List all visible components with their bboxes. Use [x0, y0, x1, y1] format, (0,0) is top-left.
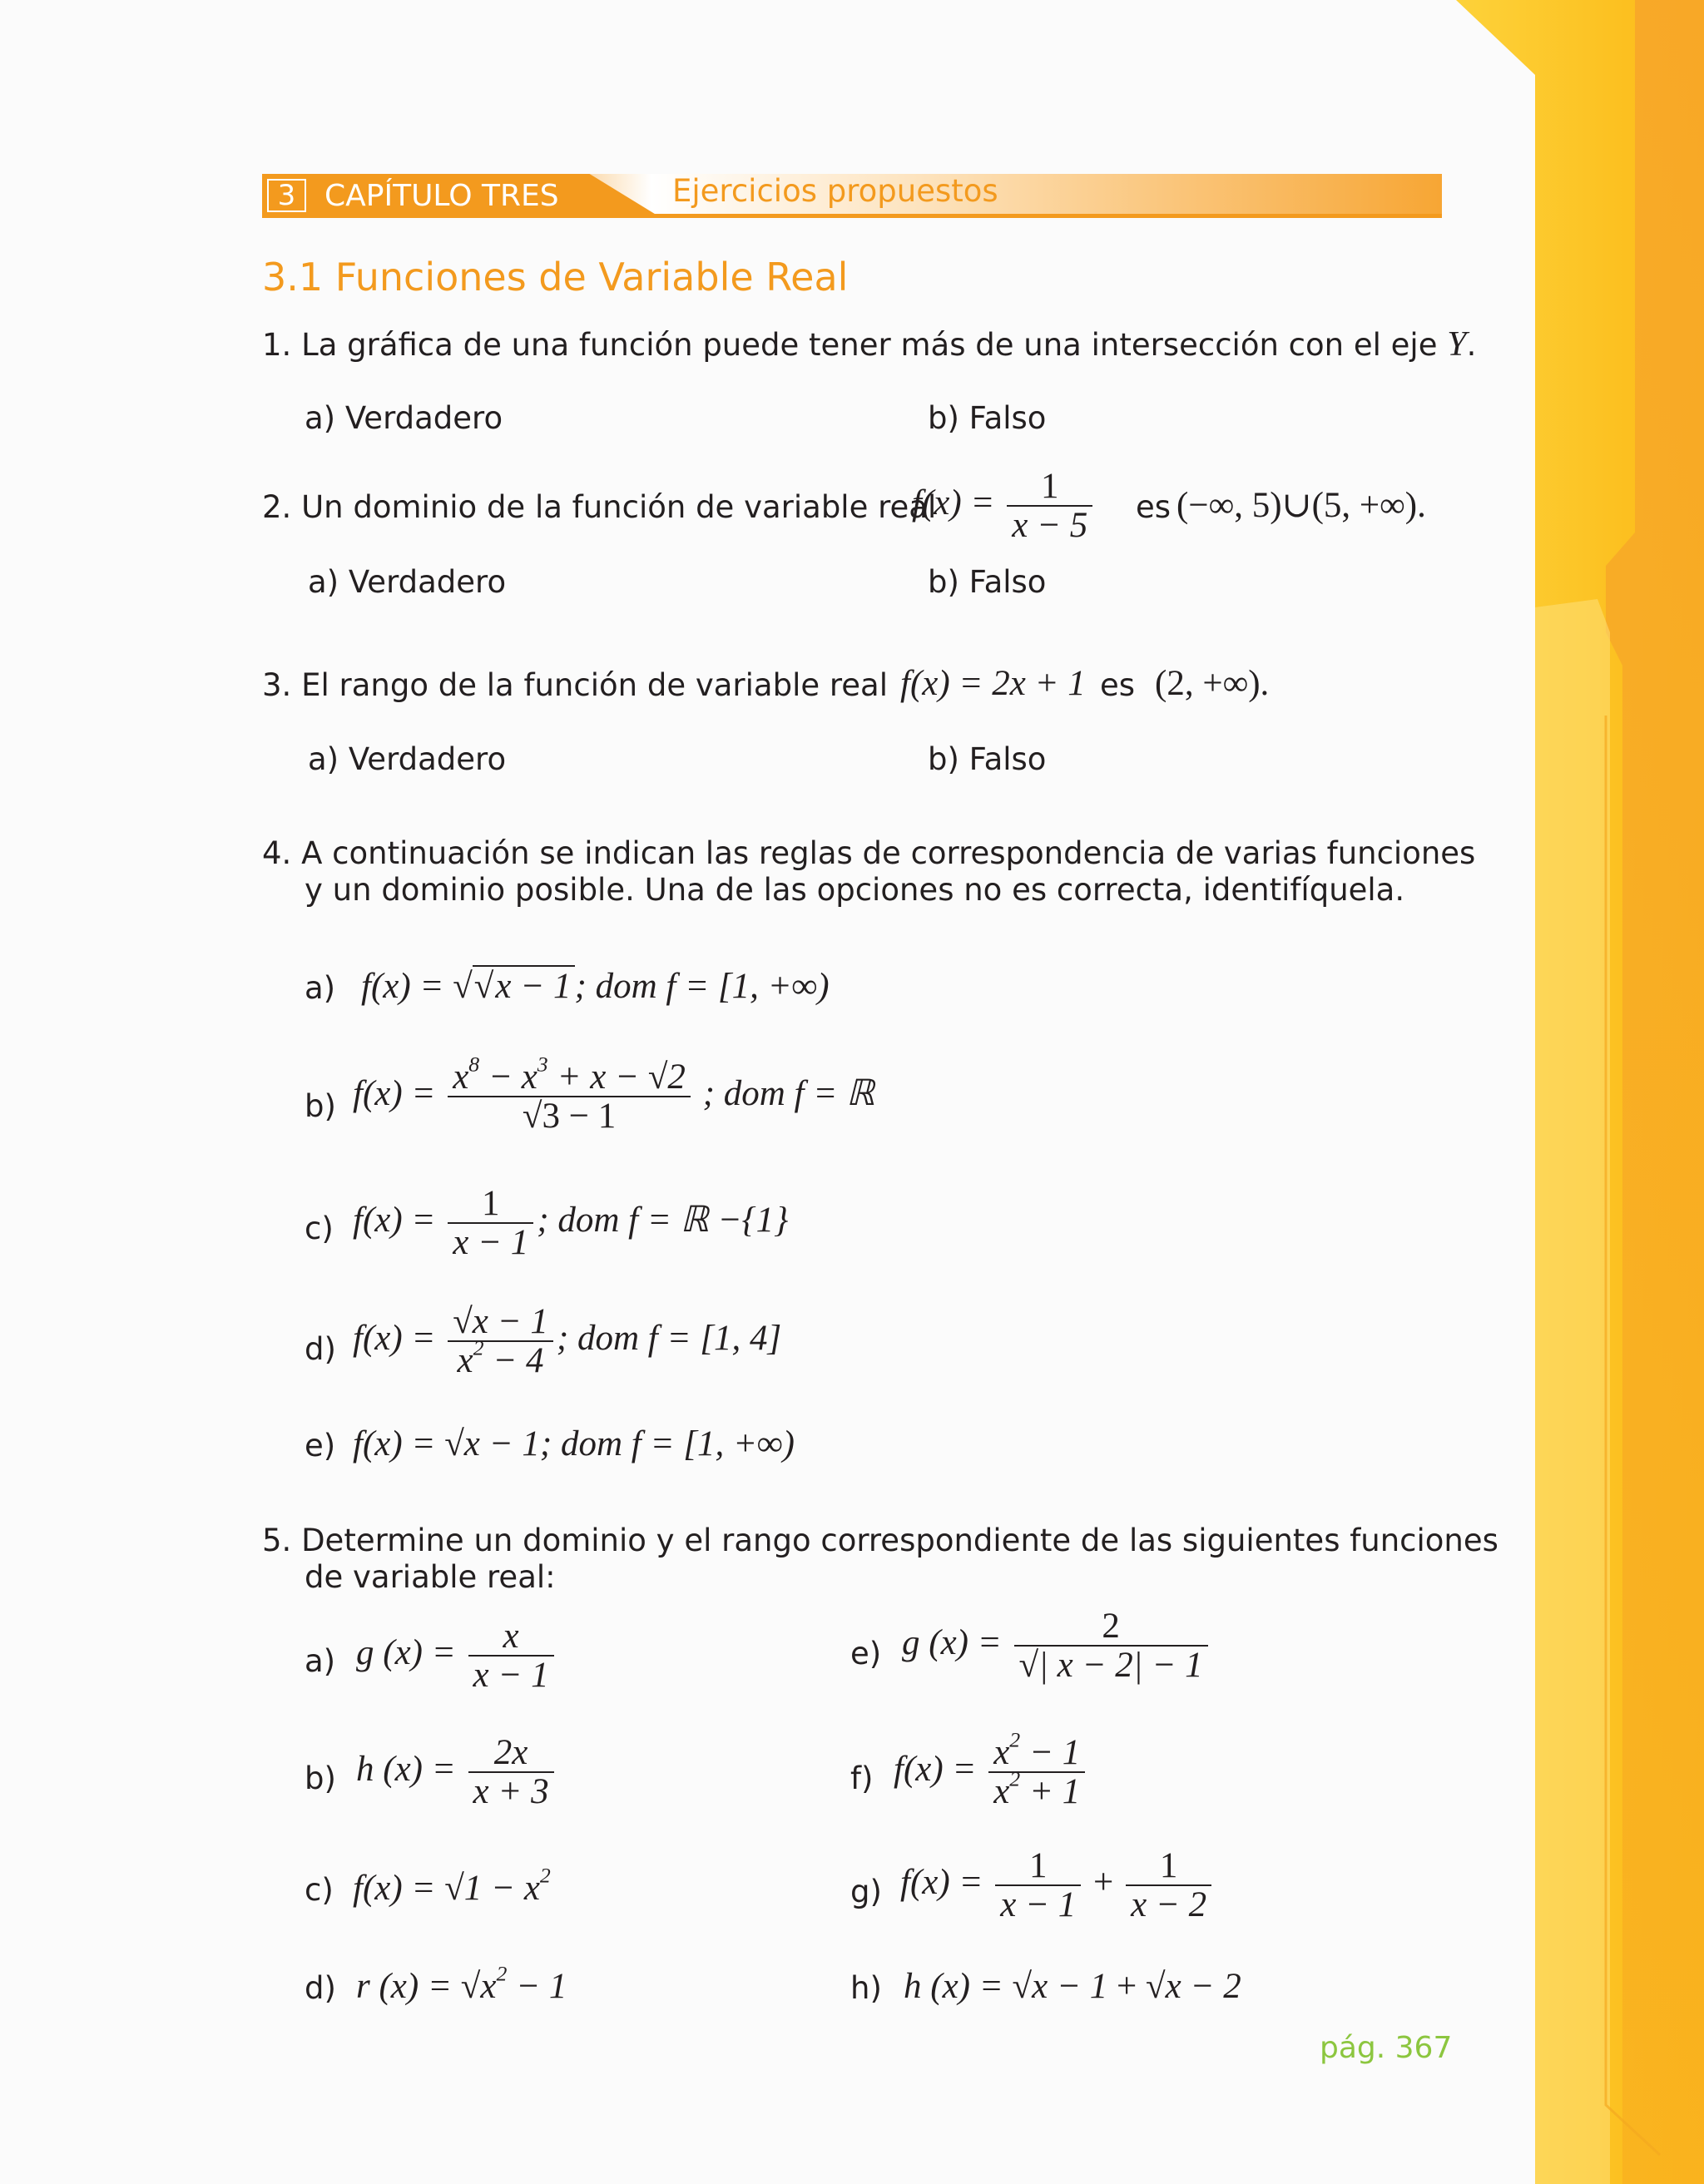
question-5e-formula	[902, 1607, 1211, 1684]
question-5g-numerator-1: 1	[1028, 1846, 1048, 1885]
question-1-option-b[interactable]: b) Falso	[928, 400, 1047, 436]
question-5f-fraction	[988, 1727, 1085, 1812]
question-5g-denominator-2: x − 2	[1126, 1884, 1211, 1924]
question-5g-formula	[900, 1847, 1215, 1924]
question-3-text: El rango de la función de variable real	[301, 667, 888, 703]
den-post: − 4	[483, 1341, 544, 1381]
question-5h-label: h)	[850, 1970, 882, 2006]
question-4b-label: b)	[305, 1088, 336, 1124]
question-4d-formula	[353, 1303, 781, 1379]
question-4d-label: d)	[305, 1331, 336, 1367]
den-post: + 1	[1020, 1772, 1081, 1812]
question-1-end: .	[1466, 327, 1477, 363]
question-5c-label: c)	[305, 1872, 334, 1908]
question-5d-lhs: r (x) =	[356, 1967, 452, 2006]
question-5-line-2: de variable real:	[305, 1559, 556, 1595]
rad-pre: 1 − x	[463, 1869, 540, 1908]
num-radicand: x − 1	[472, 1302, 548, 1341]
question-4b-numerator	[448, 1052, 691, 1097]
question-2-formula	[912, 468, 1096, 544]
question-2-denominator: x − 5	[1007, 505, 1092, 544]
question-5g-numerator-2: 1	[1159, 1846, 1178, 1885]
question-4d-denominator	[448, 1335, 553, 1381]
question-4c-formula	[353, 1185, 788, 1261]
question-2-option-a[interactable]: a) Verdadero	[308, 564, 507, 600]
question-2-option-b[interactable]: b) Falso	[928, 564, 1047, 600]
question-5g-label: g)	[850, 1874, 882, 1909]
question-5-line-1: 5. Determine un dominio y el rango correspondiente de las siguientes funciones	[262, 1523, 1498, 1558]
question-5e-denominator: √| x − 2| − 1	[1014, 1645, 1208, 1684]
question-3-interval: (2, +∞).	[1155, 664, 1270, 703]
question-2-fraction	[1007, 468, 1092, 544]
question-4c-lhs: f(x) =	[353, 1201, 436, 1241]
question-2-text-block	[262, 489, 936, 526]
num-base: x	[993, 1733, 1010, 1772]
question-2-interval: (−∞, 5)∪(5, +∞).	[1176, 486, 1426, 525]
question-4a-domain: ; dom f = [1, +∞)	[574, 967, 830, 1006]
question-4e-formula: f(x) = √x − 1; dom f = [1, +∞)	[353, 1424, 795, 1463]
question-5h-radicand-1: x − 1	[1032, 1967, 1108, 2006]
question-5c-radicand	[463, 1863, 551, 1908]
question-4a-radicand: x − 1	[495, 967, 572, 1006]
question-2-text: Un dominio de la función de variable real	[301, 489, 937, 525]
question-5a-numerator: x	[503, 1617, 519, 1656]
question-2-numerator: 1	[1040, 467, 1059, 506]
rad-post: − 1	[507, 1967, 567, 2006]
chapter-title: CAPÍTULO TRES	[324, 179, 559, 213]
question-4b-fraction	[448, 1052, 691, 1137]
question-2-es: es	[1136, 489, 1172, 525]
sqrt-outer-content	[473, 965, 575, 1006]
question-4b-denominator: √3 − 1	[448, 1096, 691, 1135]
den-exp: 2	[1009, 1766, 1021, 1791]
question-1-text: La gráfica de una función puede tener más de una intersección con el eje	[301, 327, 1438, 363]
question-5g-fraction-2	[1126, 1847, 1211, 1924]
question-5d-formula: r $(x) = √x^2 - 1$	[356, 1961, 567, 2006]
question-5e-fraction	[1014, 1607, 1208, 1684]
question-5b-label: b)	[305, 1761, 336, 1796]
question-5b-numerator: 2x	[493, 1733, 528, 1772]
question-4c-fraction	[448, 1185, 533, 1261]
question-3-option-a[interactable]: a) Verdadero	[308, 741, 507, 777]
question-4c-denominator: x − 1	[448, 1222, 533, 1261]
num-x: x	[453, 1057, 469, 1097]
question-5a-fraction	[468, 1617, 554, 1694]
question-2-func: f(x) =	[912, 483, 995, 523]
question-2-number: 2.	[262, 489, 292, 525]
question-5g-denominator-1: x − 1	[995, 1884, 1081, 1924]
question-4d-lhs: f(x) =	[353, 1319, 436, 1359]
question-4d-fraction	[448, 1303, 553, 1379]
den-radicand: 3	[542, 1097, 560, 1137]
question-1	[262, 326, 1476, 364]
num-radicand: 2	[667, 1057, 686, 1097]
question-4d-domain: ; dom f = [1, 4]	[556, 1319, 782, 1359]
question-4a-formula	[361, 967, 830, 1007]
sqrt-inner-symbol: √	[473, 967, 494, 1006]
den-exp: 2	[473, 1335, 484, 1360]
question-4b-lhs: f(x) =	[353, 1074, 436, 1114]
num-mid: − x	[479, 1057, 537, 1097]
question-4c-label: c)	[305, 1211, 334, 1246]
question-3-text-block	[262, 667, 888, 704]
question-4a-lhs: f(x) =	[361, 967, 444, 1006]
den-base: x	[993, 1772, 1010, 1812]
question-5f-numerator	[988, 1727, 1085, 1772]
den-radicand: | x − 2| − 1	[1038, 1646, 1203, 1686]
question-5h-radicand-2: x − 2	[1165, 1967, 1241, 2006]
question-4c-domain: ; dom f = ℝ −{1}	[537, 1201, 789, 1241]
question-3-option-b[interactable]: b) Falso	[928, 741, 1047, 777]
den-post: − 1	[559, 1097, 617, 1137]
question-4a-label: a)	[305, 970, 336, 1006]
question-3-number: 3.	[262, 667, 292, 703]
num-post: − 1	[1020, 1733, 1081, 1772]
question-5a-lhs: g (x) =	[356, 1633, 456, 1673]
header-subtitle: Ejercicios propuestos	[672, 173, 998, 209]
question-1-number: 1.	[262, 327, 292, 363]
question-5e-numerator: 2	[1102, 1607, 1120, 1646]
num-exp: 2	[1009, 1727, 1021, 1752]
rad-exp: 2	[496, 1961, 508, 1986]
question-5g-fraction-1	[995, 1847, 1081, 1924]
question-5f-label: f)	[850, 1761, 874, 1796]
question-4-line-1: 4. A continuación se indican las reglas de correspondencia de varias funciones	[262, 835, 1476, 871]
question-5c-lhs: f(x) =	[353, 1869, 436, 1908]
question-5g-lhs: f(x) =	[900, 1863, 983, 1903]
question-4b-formula	[353, 1052, 875, 1137]
question-5b-denominator: x + 3	[468, 1771, 554, 1810]
question-5c-formula: $f(x) = √1 - x^2$	[353, 1863, 551, 1908]
question-5h-plus: +	[1116, 1967, 1137, 2006]
page-number: pág. 367	[1320, 2031, 1453, 2065]
question-5f-lhs: f(x) =	[894, 1750, 977, 1790]
question-1-option-a[interactable]: a) Verdadero	[305, 400, 503, 436]
question-5e-label: e)	[850, 1636, 882, 1671]
question-4e-lhs: f(x) =	[353, 1424, 436, 1463]
rad-exp: 2	[539, 1863, 551, 1888]
question-4e-radicand: x − 1	[463, 1424, 540, 1463]
question-5b-fraction	[468, 1734, 554, 1810]
question-3-func: f(x) = 2x + 1	[900, 664, 1086, 703]
question-5h-lhs: h (x) =	[904, 1967, 1003, 2006]
chapter-number-box: 3	[267, 179, 306, 212]
question-5g-plus: +	[1093, 1863, 1114, 1903]
question-4-line-2: y un dominio posible. Una de las opciones no es correcta, identifíquela.	[305, 872, 1405, 908]
question-5f-formula	[894, 1727, 1088, 1812]
question-5d-radicand	[480, 1961, 567, 2006]
sqrt-outer: √√x − 1	[453, 967, 574, 1007]
den-base: x	[457, 1341, 473, 1381]
question-5a-label: a)	[305, 1643, 336, 1679]
question-3-es: es	[1100, 667, 1136, 703]
question-5a-denominator: x − 1	[468, 1655, 554, 1694]
num-post: + x − √	[547, 1057, 668, 1097]
question-5d-label: d)	[305, 1970, 336, 2006]
question-4d-numerator: √x − 1	[453, 1302, 548, 1341]
question-5f-denominator	[988, 1766, 1085, 1812]
section-title: 3.1 Funciones de Variable Real	[262, 255, 849, 300]
question-5b-formula	[356, 1734, 557, 1810]
question-3-formula	[900, 664, 1086, 704]
side-band-light	[1535, 599, 1610, 2184]
question-4e-domain: ; dom f = [1, +∞)	[539, 1424, 795, 1463]
exp-3: 3	[537, 1052, 548, 1077]
question-4c-numerator: 1	[481, 1184, 500, 1223]
question-5h-formula: h (x) = √x − 1 + √x − 2	[904, 1967, 1241, 2006]
question-5b-lhs: h (x) =	[356, 1750, 456, 1790]
question-5a-formula	[356, 1617, 557, 1694]
question-4b-domain: ; dom f = ℝ	[702, 1074, 875, 1114]
rad-pre: x	[480, 1967, 497, 2006]
question-1-axis: Y	[1447, 325, 1467, 364]
question-5e-lhs: g (x) =	[902, 1623, 1002, 1663]
exp-8: 8	[468, 1052, 480, 1077]
question-4e-label: e)	[305, 1428, 336, 1463]
